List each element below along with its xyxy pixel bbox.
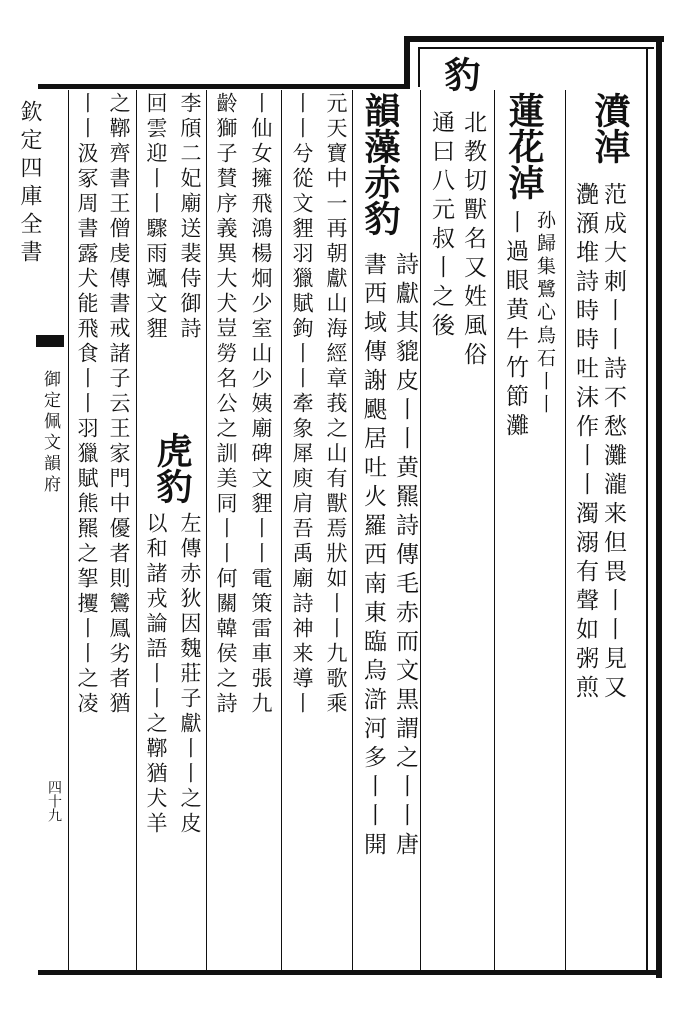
column-text: 通曰八元叔丨之後 bbox=[428, 110, 454, 342]
entry-head: 濆淖 bbox=[589, 92, 631, 164]
column-text: 范成大刺丨丨詩不愁灘瀧来但畏丨丨見又 bbox=[600, 182, 626, 704]
entry-head: 韻藻赤豹 bbox=[359, 92, 401, 236]
top-rule-right bbox=[404, 36, 664, 42]
column-text: 孙歸集鷺心鳥石丨丨 bbox=[534, 210, 556, 417]
column-text: 北教切獸名又姓風俗 bbox=[460, 110, 486, 371]
column-text: 以和諸戎論語丨丨之鞹猶犬羊 bbox=[144, 512, 168, 837]
column-divider bbox=[206, 90, 207, 970]
column-text: 丨過眼黄牛竹節灘 bbox=[502, 210, 528, 442]
top-rule-left bbox=[38, 84, 410, 89]
entry-head: 虎豹 bbox=[151, 432, 193, 504]
column-divider bbox=[565, 90, 566, 970]
column-divider bbox=[68, 90, 69, 970]
column-divider bbox=[281, 90, 282, 970]
column-text: 丨丨汲冢周書露犬能飛食丨丨羽獵賦熊羆之挐攫丨丨之凌 bbox=[75, 92, 99, 717]
column-text: 左傳赤狄因魏莊子獻丨丨之皮 bbox=[178, 512, 202, 837]
column-text: 李頎二妃廟送裴侍御詩 bbox=[178, 92, 202, 342]
spine-title: 御定佩文韻府 bbox=[40, 370, 60, 496]
entry-head: 豹 bbox=[439, 56, 481, 92]
column-text: 之鞹齊書王僧虔傳書戒諸子云王家門中優者則鸞鳳劣者猶 bbox=[107, 92, 131, 717]
column-text: 丨丨兮從文貍羽獵賦鉤丨丨牽象犀庾肩吾禹廟詩神来導丨 bbox=[290, 92, 314, 717]
column-divider bbox=[494, 90, 495, 970]
column-text: 回雲迎丨丨驟雨颯文貍 bbox=[144, 92, 168, 342]
column-text: 丨仙女擁飛鴻楊炯少室山少姨廟碑文貍丨丨電策雷車張九 bbox=[249, 92, 273, 717]
column-divider bbox=[136, 90, 137, 970]
column-text: 元天寶中一再朝獻山海經章莪之山有獸焉狀如丨丨九歌乘 bbox=[324, 92, 348, 717]
bottom-rule bbox=[38, 970, 662, 975]
column-text: 詩獻其貔皮丨丨黄羆詩傳毛赤而文黒謂之丨丨唐 bbox=[392, 252, 418, 861]
book-title: 欽定四庫全書 bbox=[17, 100, 42, 268]
right-border-thick bbox=[656, 36, 662, 978]
inner-top-rule bbox=[418, 47, 654, 49]
folio-number: 四十九 bbox=[46, 780, 62, 822]
column-divider bbox=[352, 90, 353, 970]
margin-title-underline bbox=[36, 335, 64, 347]
right-border-thin bbox=[646, 47, 648, 970]
column-text: 書西域傳謝颶居吐火羅西南東臨烏滸河多丨丨開 bbox=[360, 252, 386, 861]
inner-step-rule bbox=[418, 47, 420, 87]
column-text: 灔澦堆詩時時吐沫作丨丨濁溺有聲如粥煎 bbox=[572, 182, 598, 704]
top-step-rule bbox=[404, 36, 410, 88]
entry-head: 蓮花淖 bbox=[503, 92, 545, 200]
column-text: 齡獅子賛序義異大犬豈勞名公之訓美同丨丨何關韓侯之詩 bbox=[214, 92, 238, 717]
